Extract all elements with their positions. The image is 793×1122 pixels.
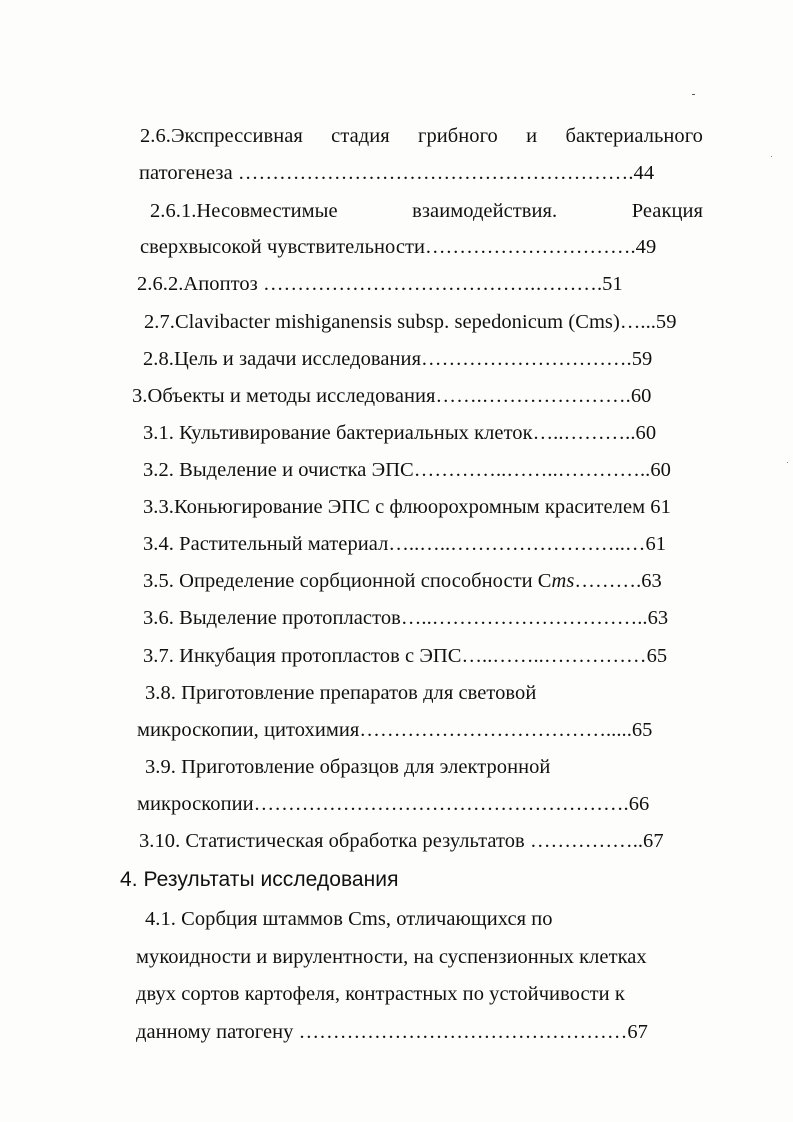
toc-entry-2-6-1-line2: сверхвысокой чувствительности………………………….49 bbox=[140, 236, 657, 258]
toc-text: 3.5. Определение сорбционной способности C bbox=[143, 570, 552, 592]
toc-italic-abbr: ms bbox=[551, 570, 575, 592]
toc-entry-2-6-line2: патогенеза ………………………………………………….44 bbox=[139, 162, 655, 184]
toc-entry-4-1-line2: мукоидности и вирулентности, на суспензионных клетках bbox=[136, 946, 647, 968]
toc-word: взаимодействия. bbox=[412, 200, 558, 222]
toc-entry-3-8-line1: 3.8. Приготовление препаратов для световой bbox=[145, 682, 537, 704]
toc-word: бактериального bbox=[565, 125, 703, 147]
toc-entry-4-1-line1: 4.1. Сорбция штаммов Cms, отличающихся по bbox=[145, 908, 553, 930]
toc-entry-3-9-line1: 3.9. Приготовление образцов для электронной bbox=[145, 756, 551, 778]
toc-entry-3-4: 3.4. Растительный материал…..…..……………………..…61 bbox=[143, 533, 667, 555]
toc-entry-3-1: 3.1. Культивирование бактериальных клеток…..………..60 bbox=[143, 422, 657, 444]
toc-entry-2-7: 2.7.Clavibacter mishiganensis subsp. sepedonicum (Cms)…...59 bbox=[144, 311, 677, 333]
toc-entry-4-1-line4: данному патогену …………………………………………67 bbox=[136, 1021, 648, 1043]
scan-speck bbox=[692, 94, 695, 95]
toc-entry-3-7: 3.7. Инкубация протопластов с ЭПС…..……..……………65 bbox=[143, 645, 668, 667]
toc-entry-3-9-line2: микроскопии……………………………………………….66 bbox=[137, 793, 650, 815]
toc-word: Реакция bbox=[631, 200, 703, 222]
toc-entry-2-6-2: 2.6.2.Апоптоз ………………………………….……….51 bbox=[137, 273, 623, 295]
toc-entry-3-8-line2: микроскопии, цитохимия……………………………….....65 bbox=[137, 719, 653, 741]
toc-entry-3: 3.Объекты и методы исследования…….………………….60 bbox=[132, 385, 652, 407]
toc-entry-3-2: 3.2. Выделение и очистка ЭПС…………..……..…………..60 bbox=[143, 459, 671, 481]
toc-entry-2-8: 2.8.Цель и задачи исследования………………………….59 bbox=[143, 348, 653, 370]
toc-section-4-heading: 4. Результаты исследования bbox=[120, 868, 399, 891]
toc-entry-4-1-line3: двух сортов картофеля, контрастных по устойчивости к bbox=[136, 983, 625, 1005]
toc-entry-3-3: 3.3.Коньюгирование ЭПС с флюорохромным красителем 61 bbox=[143, 496, 671, 518]
toc-entry-3-10: 3.10. Статистическая обработка результатов ……………..67 bbox=[139, 830, 664, 852]
toc-entry-2-6-1-line1 bbox=[150, 198, 703, 224]
scan-speck bbox=[787, 462, 788, 463]
toc-word: 2.6.Экспрессивная bbox=[140, 125, 303, 147]
toc-leader: ……….63 bbox=[574, 570, 662, 592]
scan-speck bbox=[771, 156, 772, 157]
toc-word: и bbox=[526, 125, 538, 147]
toc-entry-2-6-line1 bbox=[140, 123, 703, 149]
toc-entry-3-6: 3.6. Выделение протопластов…..…………………………..63 bbox=[143, 607, 669, 629]
toc-word: 2.6.1.Несовместимые bbox=[150, 200, 338, 222]
toc-word: стадия bbox=[331, 125, 390, 147]
toc-word: грибного bbox=[418, 125, 498, 147]
toc-entry-3-5 bbox=[143, 568, 662, 594]
